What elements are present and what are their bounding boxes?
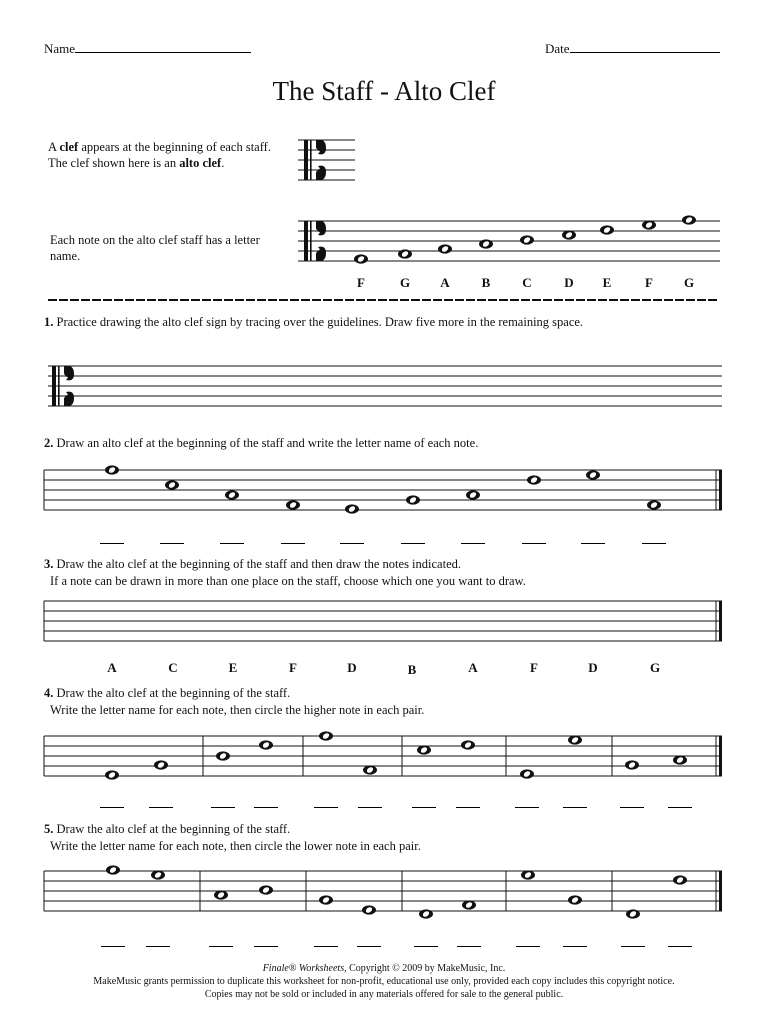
q3-staff (44, 601, 722, 641)
question-4: 4. Draw the alto clef at the beginning of the staff. Write the letter name for each note, then circle the higher note in each pair. (44, 686, 425, 717)
answer-blank[interactable] (515, 807, 539, 808)
question-1: 1. Practice drawing the alto clef sign by tracing over the guidelines. Draw five more in the remaining space. (44, 315, 584, 329)
answer-blank[interactable] (516, 946, 540, 947)
answer-blank[interactable] (522, 543, 546, 544)
answer-blank[interactable] (254, 807, 278, 808)
name-label: Name (44, 41, 76, 56)
answer-blank[interactable] (563, 807, 587, 808)
requested-note-letter: C (168, 660, 178, 675)
answer-blank[interactable] (340, 543, 364, 544)
answer-blank[interactable] (160, 543, 184, 544)
answer-blank[interactable] (563, 946, 587, 947)
note-letter: F (645, 275, 653, 290)
requested-note-letter: F (289, 660, 297, 675)
requested-note-letter: A (468, 660, 478, 675)
page-title: The Staff - Alto Clef (272, 76, 496, 106)
answer-blank[interactable] (220, 543, 244, 544)
note-letter: G (399, 275, 411, 290)
note-letter: G (683, 275, 695, 290)
requested-note-letter: G (649, 660, 661, 675)
note-letter: A (440, 275, 450, 290)
answer-blank[interactable] (100, 807, 124, 808)
answer-blank[interactable] (668, 946, 692, 947)
requested-note-letter: E (228, 660, 238, 675)
q2-staff (44, 465, 722, 513)
answer-blank[interactable] (281, 543, 305, 544)
intro-clef-staff (298, 140, 355, 181)
answer-blank[interactable] (101, 946, 125, 947)
answer-blank[interactable] (149, 807, 173, 808)
answer-blank[interactable] (146, 946, 170, 947)
answer-blank[interactable] (401, 543, 425, 544)
answer-blank[interactable] (412, 807, 436, 808)
answer-blank[interactable] (642, 543, 666, 544)
requested-note-letter: D (347, 660, 357, 675)
requested-note-letter: B (407, 662, 417, 677)
answer-blank[interactable] (461, 543, 485, 544)
answer-blank[interactable] (668, 807, 692, 808)
question-5: 5. Draw the alto clef at the beginning of the staff. Write the letter name for each note, then circle the lower note in each pair. (44, 822, 421, 853)
answer-blank[interactable] (456, 807, 480, 808)
q5-staff (44, 865, 722, 918)
answer-blank[interactable] (621, 946, 645, 947)
note-letter: B (481, 275, 491, 290)
answer-blank[interactable] (314, 807, 338, 808)
requested-note-letter: D (588, 660, 598, 675)
answer-blank[interactable] (414, 946, 438, 947)
note-letter: E (602, 275, 612, 290)
answer-blank[interactable] (211, 807, 235, 808)
answer-blank[interactable] (581, 543, 605, 544)
requested-note-letter: F (530, 660, 538, 675)
answer-blank[interactable] (314, 946, 338, 947)
note-letter: F (357, 275, 365, 290)
note-letter: D (564, 275, 574, 290)
answer-blank[interactable] (357, 946, 381, 947)
requested-note-letter: A (107, 660, 117, 675)
note-letter: C (522, 275, 532, 290)
question-2: 2. Draw an alto clef at the beginning of the staff and write the letter name of each note. (44, 436, 479, 450)
intro-note-staff (298, 215, 720, 263)
copyright-footer: Finale® Worksheets, Copyright © 2009 by MakeMusic, Inc. MakeMusic grants permission to duplicate this worksheet for non-profit, educational use only, provided each copy includes this copyright notice. Copies may not be sold or included in any materials offered for sale to the general public. (93, 963, 675, 1000)
answer-blank[interactable] (620, 807, 644, 808)
answer-blank[interactable] (254, 946, 278, 947)
answer-blank[interactable] (358, 807, 382, 808)
intro-clef-paragraph: A clef appears at the beginning of each staff. The clef shown here is an alto clef. (48, 140, 271, 170)
answer-blank[interactable] (209, 946, 233, 947)
answer-blank[interactable] (457, 946, 481, 947)
date-label: Date (545, 41, 570, 56)
answer-blank[interactable] (100, 543, 124, 544)
q1-staff (48, 366, 722, 407)
q4-staff (44, 731, 722, 779)
intro-letter-paragraph: Each note on the alto clef staff has a letter name. (50, 233, 260, 263)
question-3: 3. Draw the alto clef at the beginning of the staff and then draw the notes indicated. If a note can be drawn in more than one place on the staff, choose which one you want to draw. (44, 557, 526, 588)
